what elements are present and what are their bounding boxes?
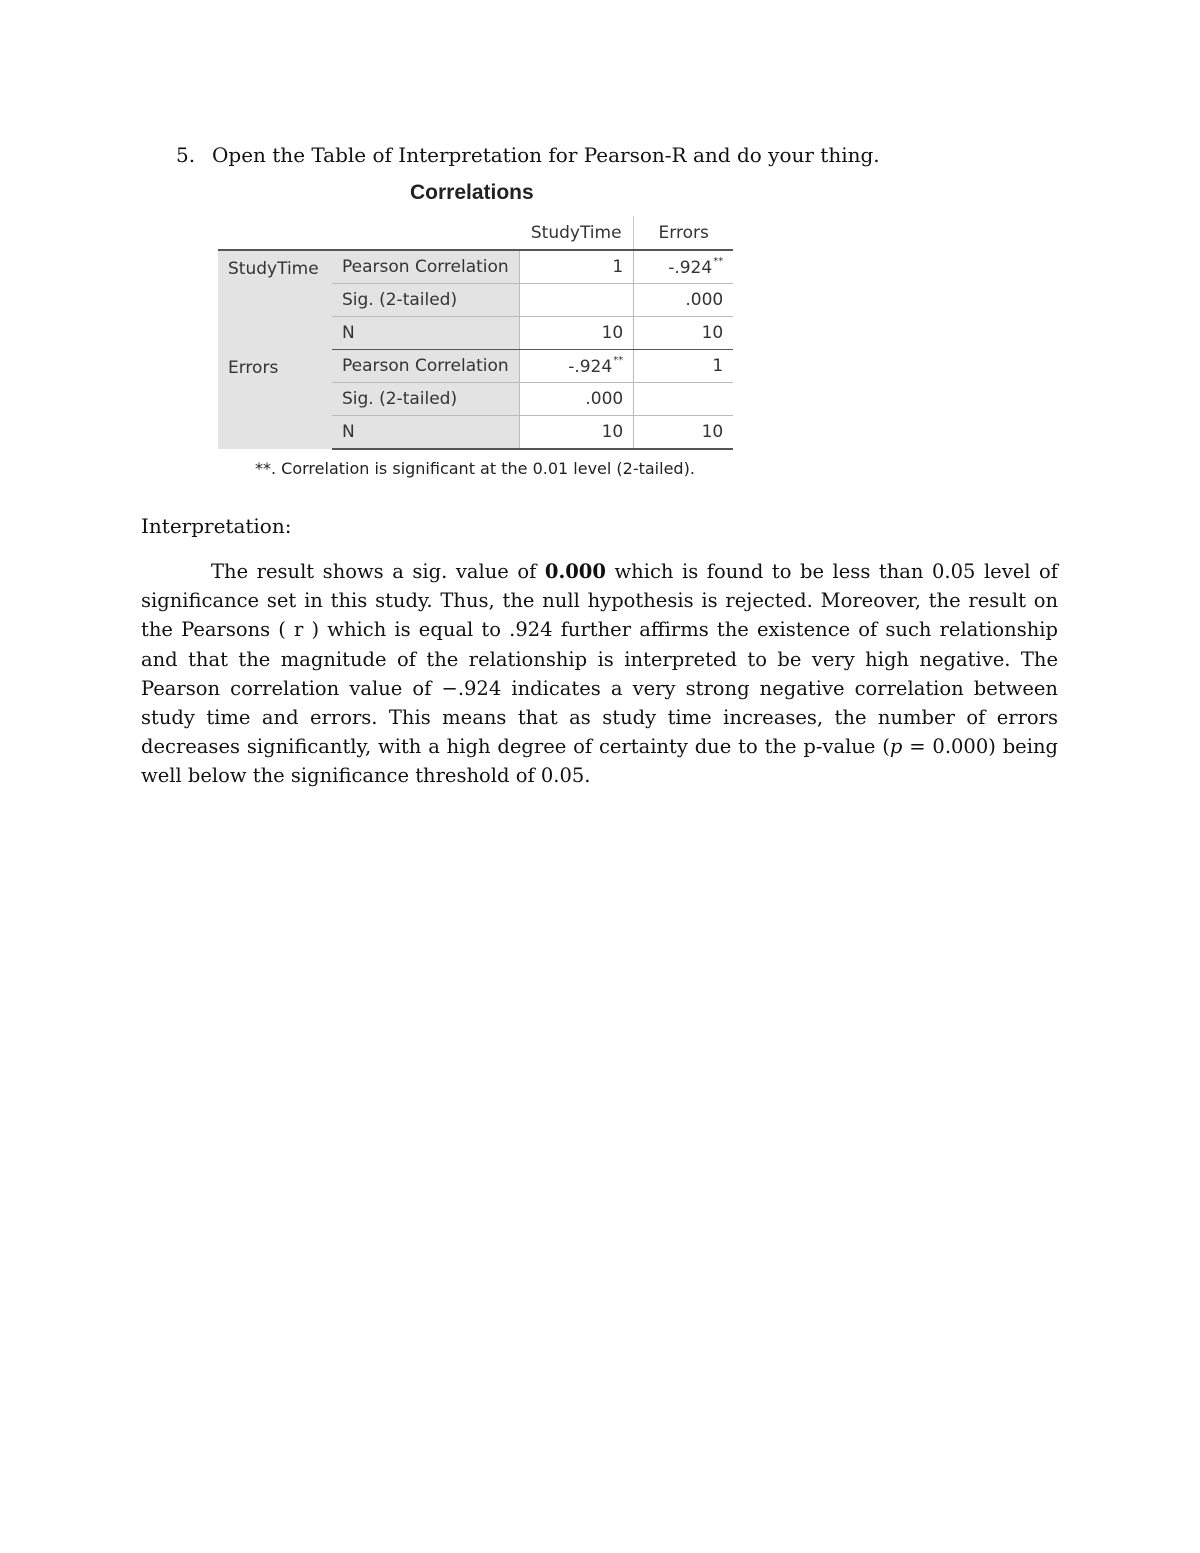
paragraph-text: The result shows a sig. value of — [211, 560, 545, 583]
cell-value — [634, 350, 734, 383]
paragraph-text: = 0.000) being well below the significance threshold of 0.05. — [141, 735, 1058, 788]
header-blank — [218, 216, 332, 250]
correlations-title: Correlations — [410, 181, 534, 204]
row-variable-errors: Errors — [218, 350, 332, 450]
cell-value — [519, 250, 634, 284]
cell-value — [519, 317, 634, 350]
cell-value — [634, 317, 734, 350]
cell-value — [634, 416, 734, 450]
cell-value — [519, 350, 634, 383]
stat-label: Sig. (2-tailed) — [332, 284, 519, 317]
sig-value: 0.000 — [544, 560, 606, 583]
significance-flag: ** — [613, 355, 624, 366]
cell-number: 10 — [601, 323, 624, 343]
cell-number: .000 — [685, 290, 724, 310]
correlations-table — [218, 216, 733, 450]
cell-value — [634, 284, 734, 317]
cell-number: -.924 — [668, 258, 713, 278]
column-header-studytime: StudyTime — [519, 216, 634, 250]
table-footnote: **. Correlation is significant at the 0.01 level (2-tailed). — [255, 459, 695, 478]
item-text: Open the Table of Interpretation for Pearson-R and do your thing. — [212, 143, 880, 167]
cell-number: 1 — [712, 356, 724, 376]
table-header-row — [218, 216, 733, 250]
p-symbol: p — [889, 735, 903, 759]
column-header-errors: Errors — [658, 222, 709, 243]
cell-value — [519, 383, 634, 416]
interpretation-paragraph — [141, 557, 1058, 791]
stat-label: N — [332, 317, 519, 350]
stat-label: Sig. (2-tailed) — [332, 383, 519, 416]
cell-number: .000 — [585, 389, 624, 409]
paragraph-text: which is found to be less than 0.05 level of significance set in this study. Thus, the null hypothesis is rejected. Moreover, the result on the Pearsons ( r ) which is equal to .924 further affirms the existence of such relationship and that the magnitude of the relationship is interpreted to be very high negative. The Pearson correlation value of −.924 indicates a very strong negative correlation between study time and errors. This means that as study time increases, the number of errors decreases significantly, with a high degree of certainty due to the p-value ( — [141, 560, 1059, 759]
cell-number: -.924 — [568, 357, 613, 377]
stat-label: Pearson Correlation — [332, 250, 519, 284]
stat-label: Pearson Correlation — [332, 350, 519, 383]
cell-number: 10 — [601, 422, 624, 442]
item-number: 5. — [176, 143, 196, 167]
interpretation-label: Interpretation: — [141, 514, 292, 538]
stat-label: N — [332, 416, 519, 450]
cell-value — [519, 416, 634, 450]
header-blank — [332, 216, 519, 250]
cell-value — [634, 250, 734, 284]
significance-flag: ** — [713, 256, 724, 267]
item-heading — [176, 143, 880, 167]
table-row — [218, 250, 733, 284]
cell-value — [519, 284, 634, 317]
row-variable-studytime: StudyTime — [218, 250, 332, 350]
table-row — [218, 350, 733, 383]
cell-number: 1 — [612, 257, 624, 277]
cell-number: 10 — [701, 323, 724, 343]
cell-number: 10 — [701, 422, 724, 442]
cell-value — [634, 383, 734, 416]
